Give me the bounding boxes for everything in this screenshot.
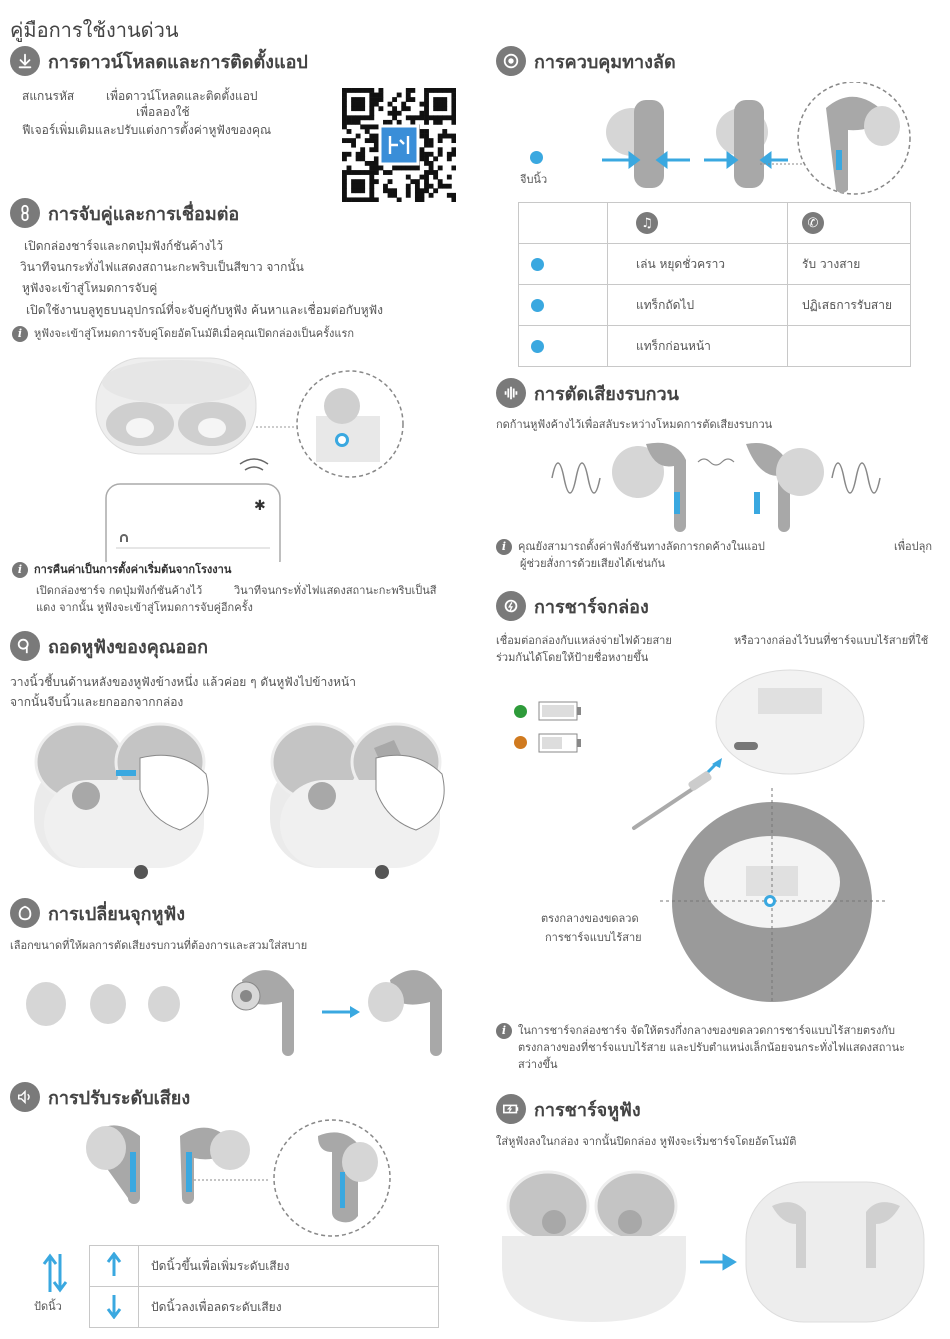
volume-section-header: [10, 1082, 190, 1112]
arrow-up-icon: [90, 1246, 139, 1287]
shortcuts-title: การควบคุมทางลัด: [534, 51, 676, 73]
shortcut-phone-2: ปฏิเสธการรับสาย: [788, 285, 911, 326]
pairing-section-header: [10, 198, 239, 228]
case-charge-note-line-3: สว่างขึ้น: [518, 1058, 558, 1071]
target-icon: [496, 46, 526, 76]
eartips-illustration: [20, 960, 460, 1060]
eartips-section-header: [10, 898, 185, 928]
phone-icon: ✆: [788, 203, 911, 244]
anc-note: [496, 538, 765, 555]
case-charge-note-line-2: ตรงกลางของที่ชาร์จแบบไร้สาย และปรับตำแหน่งเล็กน้อยจนกระทั่งไฟแสดงสถานะ: [518, 1041, 906, 1054]
case-charge-title: การชาร์จกล่อง: [534, 596, 649, 618]
battery-charge-icon: [496, 1094, 526, 1124]
earbud-charge-illustration: [500, 1166, 940, 1326]
tap-dot: [531, 299, 544, 312]
remove-line-2: จากนั้นจีบนิ้วและยกออกจากกล่อง: [10, 695, 184, 709]
pinch-indicator-dot: [530, 151, 543, 164]
earbud-icon: [10, 631, 40, 661]
sound-wave-icon: [496, 378, 526, 408]
info-icon: i: [496, 539, 512, 555]
status-dot-green: [514, 705, 527, 718]
reset-line-1a: เปิดกล่องชาร์จ กดปุ่มฟังก์ชันค้างไว้: [36, 584, 203, 597]
pinch-label: จีบนิ้ว: [520, 173, 548, 186]
table-row: [90, 1287, 439, 1328]
remove-line-1: วางนิ้วชี้บนด้านหลังของหูฟังข้างหนึ่ง แล้วค่อย ๆ ดันหูฟังไปข้างหน้า: [10, 675, 356, 689]
pairing-line-2: วินาทีจนกระทั่งไฟแสดงสถานะกะพริบเป็นสีขาว จากนั้น: [20, 260, 304, 274]
case-charge-note: [496, 1022, 895, 1039]
volume-title: การปรับระดับเสียง: [48, 1087, 191, 1109]
download-icon: [10, 46, 40, 76]
shortcut-phone-1: รับ วางสาย: [788, 244, 911, 285]
anc-note-line-2: ผู้ช่วยสั่งการด้วยเสียงได้เช่นกัน: [520, 557, 666, 570]
anc-line-1: กดก้านหูฟังค้างไว้เพื่อสลับระหว่างโหมดการตัดเสียงรบกวน: [496, 418, 773, 431]
shortcut-music-2: แทร็กถัดไป: [608, 285, 788, 326]
case-charge-note-line-1: ในการชาร์จกล่องชาร์จ จัดให้ตรงกึ่งกลางของขดลวดการชาร์จแบบไร้สายตรงกับ: [518, 1024, 895, 1037]
volume-down-text: ปัดนิ้วลงเพื่อลดระดับเสียง: [139, 1287, 439, 1328]
eartip-icon: [10, 898, 40, 928]
arrow-down-icon: [90, 1287, 139, 1328]
table-row: [90, 1246, 439, 1287]
download-section-header: [10, 46, 308, 76]
pairing-illustration: [90, 352, 420, 562]
pairing-line-1: เปิดกล่องชาร์จและกดปุ่มฟังก์ชันค้างไว้: [24, 239, 224, 253]
pairing-line-3: หูฟังจะเข้าสู่โหมดการจับคู่: [22, 281, 158, 295]
table-row: [519, 244, 911, 285]
tap-dot: [531, 258, 544, 271]
case-charge-line-1b: หรือวางกล่องไว้บนที่ชาร์จแบบไร้สายที่ใช้: [734, 634, 929, 647]
earbud-charge-line-1: ใส่หูฟังลงในกล่อง จากนั้นปิดกล่อง หูฟังจะเริ่มชาร์จโดยอัตโนมัติ: [496, 1135, 797, 1148]
coil-label-1: ตรงกลางของขดลวด: [541, 912, 639, 925]
page-title: คู่มือการใช้งานด่วน: [10, 18, 179, 42]
case-charge-illustration: [630, 668, 920, 1008]
tap-dot: [531, 340, 544, 353]
case-charge-section-header: [496, 591, 649, 621]
status-dot-orange: [514, 736, 527, 749]
eartips-title: การเปลี่ยนจุกหูฟัง: [48, 903, 185, 925]
volume-up-text: ปัดนิ้วขึ้นเพื่อเพิ่มระดับเสียง: [139, 1246, 439, 1287]
reset-title: การคืนค่าเป็นการตั้งค่าเริ่มต้นจากโรงงาน: [34, 563, 232, 576]
table-row: [519, 203, 911, 244]
eartips-line-1: เลือกขนาดที่ให้ผลการตัดเสียงรบกวนที่ต้องการและสวมใส่สบาย: [10, 939, 308, 952]
download-text-install: เพื่อดาวน์โหลดและติดตั้งแอป: [106, 89, 258, 103]
download-text-scan: สแกนรหัส: [22, 89, 75, 103]
anc-note-line-1a: คุณยังสามารถตั้งค่าฟังก์ชันทางลัดการกดค้างในแอป: [518, 540, 765, 553]
volume-illustration: [70, 1112, 400, 1242]
reset-line-1b: วินาทีจนกระทั่งไฟแสดงสถานะกะพริบเป็นสี: [234, 584, 437, 597]
volume-gesture-label: ปัดนิ้ว: [34, 1300, 62, 1313]
download-text-try: เพื่อลองใช้: [136, 105, 190, 119]
info-icon: i: [12, 326, 28, 342]
charging-icon: [496, 591, 526, 621]
info-icon: i: [12, 562, 28, 578]
download-text-features: ฟีเจอร์เพิ่มเติมและปรับแต่งการตั้งค่าหูฟังของคุณ: [22, 123, 272, 137]
anc-note-line-1b: เพื่อปลุก: [894, 540, 933, 553]
shortcut-phone-3: [788, 326, 911, 367]
music-note-icon: ♫: [608, 203, 788, 244]
anc-illustration: [550, 438, 890, 534]
reset-header: [12, 561, 231, 578]
shortcuts-table: [518, 202, 911, 367]
link-icon: [10, 198, 40, 228]
reset-line-2: แดง จากนั้น หูฟังจะเข้าสู่โหมดการจับคู่อีกครั้ง: [36, 601, 253, 614]
shortcut-music-3: แทร็กก่อนหน้า: [608, 326, 788, 367]
svg-text:✱: ✱: [254, 498, 266, 514]
speaker-icon: [10, 1082, 40, 1112]
remove-illustration: [20, 718, 470, 888]
battery-icon: [538, 700, 584, 760]
anc-section-header: [496, 378, 679, 408]
qr-app-logo: [380, 126, 418, 164]
info-icon: i: [496, 1023, 512, 1039]
shortcuts-section-header: [496, 46, 676, 76]
case-charge-line-1a: เชื่อมต่อกล่องกับแหล่งจ่ายไฟด้วยสาย: [496, 634, 672, 647]
volume-swipe-arrows: [40, 1252, 70, 1298]
shortcuts-illustration: [596, 82, 916, 202]
pairing-note-text: หูฟังจะเข้าสู่โหมดการจับคู่โดยอัตโนมัติเมื่อคุณเปิดกล่องเป็นครั้งแรก: [34, 327, 355, 340]
coil-label-2: การชาร์จแบบไร้สาย: [545, 931, 642, 944]
download-title: การดาวน์โหลดและการติดตั้งแอป: [48, 51, 308, 73]
pairing-line-4: เปิดใช้งานบลูทูธบนอุปกรณ์ที่จะจับคู่กับหูฟัง ค้นหาและเชื่อมต่อกับหูฟัง: [26, 303, 383, 317]
volume-table: [89, 1245, 439, 1328]
qr-code[interactable]: [342, 88, 456, 202]
remove-section-header: [10, 631, 208, 661]
case-charge-line-2: ร่วมกันได้โดยให้ป้ายชื่อหงายขึ้น: [496, 651, 649, 664]
earbud-charge-title: การชาร์จหูฟัง: [534, 1099, 641, 1121]
pairing-note: [12, 325, 354, 342]
remove-title: ถอดหูฟังของคุณออก: [48, 636, 208, 658]
table-row: [519, 326, 911, 367]
shortcut-music-1: เล่น หยุดชั่วคราว: [608, 244, 788, 285]
pairing-title: การจับคู่และการเชื่อมต่อ: [48, 203, 240, 225]
anc-title: การตัดเสียงรบกวน: [534, 383, 679, 405]
table-row: [519, 285, 911, 326]
earbud-charge-section-header: [496, 1094, 641, 1124]
